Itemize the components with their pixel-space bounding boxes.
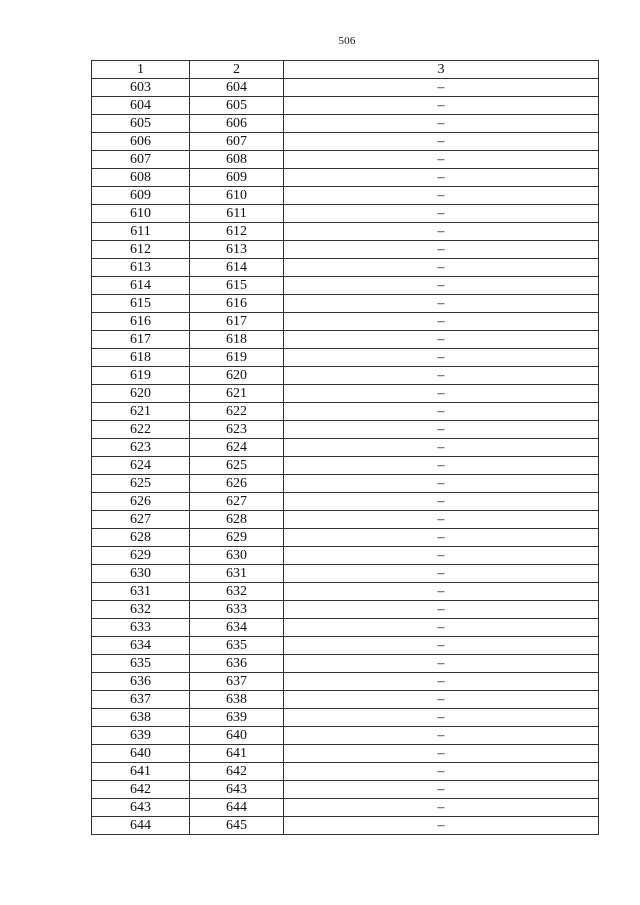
table-cell-col-2: 616 — [190, 295, 284, 313]
table-cell-col-3: – — [284, 457, 599, 475]
table-row — [92, 745, 599, 763]
table-cell-col-3: – — [284, 745, 599, 763]
table-cell-col-3: – — [284, 493, 599, 511]
table-row — [92, 673, 599, 691]
table-cell-col-1: 607 — [92, 151, 190, 169]
table-cell-col-3: – — [284, 115, 599, 133]
data-table — [91, 60, 599, 835]
table-cell-col-2: 637 — [190, 673, 284, 691]
table-cell-col-1: 625 — [92, 475, 190, 493]
table-cell-col-1: 604 — [92, 97, 190, 115]
table-cell-col-3: – — [284, 313, 599, 331]
table-cell-col-1: 613 — [92, 259, 190, 277]
table-row — [92, 439, 599, 457]
table-row — [92, 79, 599, 97]
table-row — [92, 709, 599, 727]
table-cell-col-1: 639 — [92, 727, 190, 745]
table-cell-col-2: 615 — [190, 277, 284, 295]
table-cell-col-3: – — [284, 511, 599, 529]
table-row — [92, 547, 599, 565]
column-header-3: 3 — [284, 61, 599, 79]
table-row — [92, 529, 599, 547]
table-cell-col-2: 611 — [190, 205, 284, 223]
table-cell-col-1: 629 — [92, 547, 190, 565]
table-cell-col-1: 643 — [92, 799, 190, 817]
table-cell-col-3: – — [284, 79, 599, 97]
table-cell-col-2: 613 — [190, 241, 284, 259]
table-cell-col-3: – — [284, 475, 599, 493]
table-row — [92, 187, 599, 205]
table-cell-col-1: 631 — [92, 583, 190, 601]
table-cell-col-1: 605 — [92, 115, 190, 133]
table-row — [92, 385, 599, 403]
table-cell-col-1: 635 — [92, 655, 190, 673]
table-row — [92, 367, 599, 385]
table-cell-col-1: 622 — [92, 421, 190, 439]
table-cell-col-1: 615 — [92, 295, 190, 313]
table-cell-col-1: 614 — [92, 277, 190, 295]
table-cell-col-2: 634 — [190, 619, 284, 637]
table-cell-col-3: – — [284, 421, 599, 439]
table-cell-col-1: 608 — [92, 169, 190, 187]
table-cell-col-3: – — [284, 565, 599, 583]
table-cell-col-1: 618 — [92, 349, 190, 367]
table-cell-col-1: 612 — [92, 241, 190, 259]
table-cell-col-1: 632 — [92, 601, 190, 619]
table-cell-col-2: 604 — [190, 79, 284, 97]
table-cell-col-3: – — [284, 403, 599, 421]
table-cell-col-3: – — [284, 151, 599, 169]
table-cell-col-3: – — [284, 295, 599, 313]
table-row — [92, 511, 599, 529]
table-cell-col-1: 633 — [92, 619, 190, 637]
table-cell-col-2: 625 — [190, 457, 284, 475]
table-row — [92, 115, 599, 133]
table-cell-col-1: 624 — [92, 457, 190, 475]
table-cell-col-2: 629 — [190, 529, 284, 547]
table-body — [92, 79, 599, 835]
table-row — [92, 421, 599, 439]
table-cell-col-3: – — [284, 781, 599, 799]
table-cell-col-3: – — [284, 727, 599, 745]
column-header-1: 1 — [92, 61, 190, 79]
table-row — [92, 169, 599, 187]
table-cell-col-2: 645 — [190, 817, 284, 835]
table-cell-col-2: 636 — [190, 655, 284, 673]
table-cell-col-1: 620 — [92, 385, 190, 403]
table-row — [92, 799, 599, 817]
table-cell-col-3: – — [284, 349, 599, 367]
table-cell-col-1: 609 — [92, 187, 190, 205]
table-cell-col-2: 633 — [190, 601, 284, 619]
table-header — [92, 61, 599, 79]
table-cell-col-2: 623 — [190, 421, 284, 439]
table-cell-col-2: 627 — [190, 493, 284, 511]
table-cell-col-3: – — [284, 583, 599, 601]
page-number: 506 — [338, 35, 356, 47]
table-cell-col-3: – — [284, 637, 599, 655]
table-cell-col-1: 630 — [92, 565, 190, 583]
table-cell-col-3: – — [284, 799, 599, 817]
table-cell-col-3: – — [284, 763, 599, 781]
table-cell-col-2: 630 — [190, 547, 284, 565]
table-row — [92, 205, 599, 223]
table-cell-col-1: 627 — [92, 511, 190, 529]
table-cell-col-2: 638 — [190, 691, 284, 709]
table-cell-col-3: – — [284, 619, 599, 637]
table-cell-col-1: 621 — [92, 403, 190, 421]
table-cell-col-3: – — [284, 601, 599, 619]
table-row — [92, 313, 599, 331]
table-cell-col-2: 617 — [190, 313, 284, 331]
table-row — [92, 781, 599, 799]
table-cell-col-2: 605 — [190, 97, 284, 115]
table-cell-col-3: – — [284, 97, 599, 115]
table-cell-col-3: – — [284, 241, 599, 259]
table-cell-col-2: 626 — [190, 475, 284, 493]
table-cell-col-2: 632 — [190, 583, 284, 601]
table-cell-col-2: 631 — [190, 565, 284, 583]
table-cell-col-2: 642 — [190, 763, 284, 781]
table-cell-col-2: 614 — [190, 259, 284, 277]
table-row — [92, 277, 599, 295]
table-cell-col-3: – — [284, 223, 599, 241]
table-cell-col-1: 634 — [92, 637, 190, 655]
table-cell-col-2: 635 — [190, 637, 284, 655]
table-row — [92, 259, 599, 277]
table-cell-col-1: 626 — [92, 493, 190, 511]
table-cell-col-1: 619 — [92, 367, 190, 385]
table-cell-col-2: 612 — [190, 223, 284, 241]
table-cell-col-2: 621 — [190, 385, 284, 403]
table-cell-col-1: 610 — [92, 205, 190, 223]
table-cell-col-1: 640 — [92, 745, 190, 763]
table-cell-col-3: – — [284, 529, 599, 547]
table-row — [92, 331, 599, 349]
table-row — [92, 295, 599, 313]
table-cell-col-1: 616 — [92, 313, 190, 331]
table-cell-col-2: 622 — [190, 403, 284, 421]
table-cell-col-3: – — [284, 331, 599, 349]
table-cell-col-1: 617 — [92, 331, 190, 349]
table-row — [92, 151, 599, 169]
table-row — [92, 223, 599, 241]
table-row — [92, 727, 599, 745]
table-row — [92, 565, 599, 583]
table-row — [92, 241, 599, 259]
table-cell-col-2: 628 — [190, 511, 284, 529]
table-cell-col-1: 644 — [92, 817, 190, 835]
table-cell-col-1: 642 — [92, 781, 190, 799]
table-cell-col-1: 606 — [92, 133, 190, 151]
table-cell-col-3: – — [284, 439, 599, 457]
table-cell-col-3: – — [284, 187, 599, 205]
table-cell-col-1: 623 — [92, 439, 190, 457]
table-row — [92, 601, 599, 619]
table-cell-col-3: – — [284, 817, 599, 835]
table-row — [92, 583, 599, 601]
table-cell-col-2: 624 — [190, 439, 284, 457]
table-row — [92, 655, 599, 673]
table-row — [92, 457, 599, 475]
table-cell-col-3: – — [284, 259, 599, 277]
table-row — [92, 349, 599, 367]
table-cell-col-1: 603 — [92, 79, 190, 97]
table-cell-col-1: 628 — [92, 529, 190, 547]
table-row — [92, 97, 599, 115]
table-cell-col-3: – — [284, 673, 599, 691]
table-cell-col-2: 608 — [190, 151, 284, 169]
table-cell-col-2: 610 — [190, 187, 284, 205]
table-cell-col-1: 638 — [92, 709, 190, 727]
table-cell-col-2: 609 — [190, 169, 284, 187]
table-cell-col-2: 644 — [190, 799, 284, 817]
table-cell-col-2: 607 — [190, 133, 284, 151]
table-cell-col-3: – — [284, 277, 599, 295]
table-cell-col-3: – — [284, 367, 599, 385]
table-cell-col-3: – — [284, 691, 599, 709]
table-header-row — [92, 61, 599, 79]
table-row — [92, 637, 599, 655]
table-cell-col-1: 636 — [92, 673, 190, 691]
table-row — [92, 493, 599, 511]
table-cell-col-2: 641 — [190, 745, 284, 763]
table-cell-col-3: – — [284, 205, 599, 223]
table-cell-col-2: 620 — [190, 367, 284, 385]
table-cell-col-1: 641 — [92, 763, 190, 781]
table-cell-col-1: 611 — [92, 223, 190, 241]
table-cell-col-2: 618 — [190, 331, 284, 349]
table-row — [92, 691, 599, 709]
table-cell-col-2: 606 — [190, 115, 284, 133]
table-cell-col-1: 637 — [92, 691, 190, 709]
table-cell-col-3: – — [284, 133, 599, 151]
table-cell-col-3: – — [284, 385, 599, 403]
table-cell-col-3: – — [284, 547, 599, 565]
table-cell-col-3: – — [284, 709, 599, 727]
table-cell-col-3: – — [284, 655, 599, 673]
table-row — [92, 403, 599, 421]
table-cell-col-2: 643 — [190, 781, 284, 799]
column-header-2: 2 — [190, 61, 284, 79]
table-row — [92, 817, 599, 835]
table-cell-col-2: 639 — [190, 709, 284, 727]
table-cell-col-2: 640 — [190, 727, 284, 745]
table-cell-col-3: – — [284, 169, 599, 187]
table-row — [92, 619, 599, 637]
table-row — [92, 475, 599, 493]
table-row — [92, 763, 599, 781]
table-cell-col-2: 619 — [190, 349, 284, 367]
table-row — [92, 133, 599, 151]
